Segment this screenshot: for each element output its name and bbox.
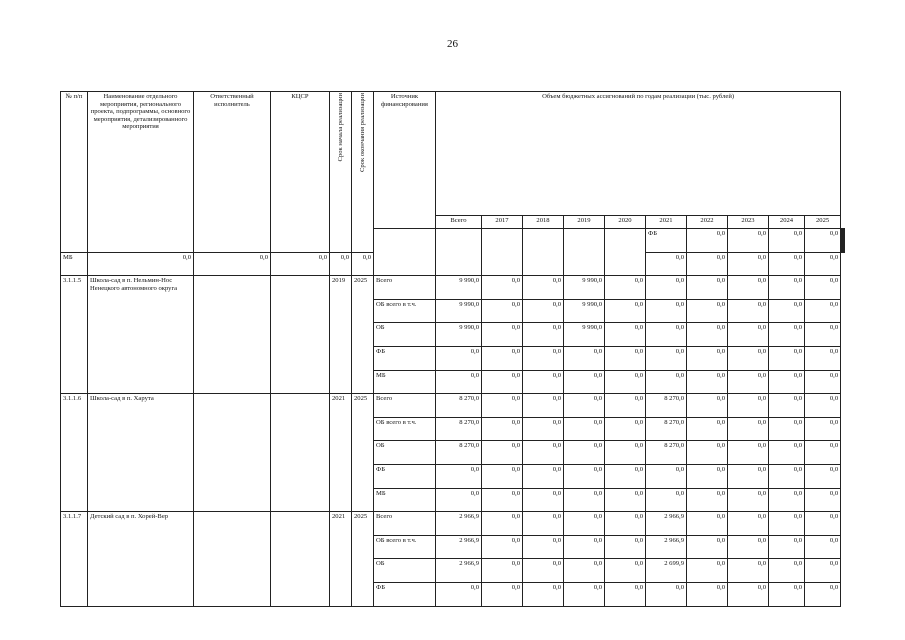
cell-name	[436, 229, 482, 276]
cell-value: 0,0	[769, 346, 805, 370]
cell-value: 0,0	[482, 299, 523, 323]
cell-value: 0,0	[482, 370, 523, 394]
cell-value: 0,0	[687, 488, 728, 512]
cell-value: 0,0	[330, 252, 352, 276]
cell-value: 0,0	[646, 488, 687, 512]
cell-start: 2021	[330, 394, 352, 512]
cell-value: 0,0	[523, 582, 564, 606]
cell-value: 0,0	[769, 299, 805, 323]
cell-value: 0,0	[805, 441, 841, 465]
cell-source: ФБ	[374, 346, 436, 370]
cell-value: 0,0	[436, 346, 482, 370]
cell-value: 0,0	[564, 417, 605, 441]
cell-value: 0,0	[436, 582, 482, 606]
cell-value: 0,0	[728, 252, 769, 276]
cell-end	[605, 229, 646, 276]
header-year: 2021	[646, 216, 687, 229]
cell-value: 9 990,0	[436, 276, 482, 300]
cell-source: Всего	[374, 512, 436, 536]
cell-value: 0,0	[482, 346, 523, 370]
cell-value: 0,0	[805, 582, 841, 606]
cell-value: 0,0	[564, 346, 605, 370]
cell-source: ФБ	[374, 464, 436, 488]
cell-value: 0,0	[805, 512, 841, 536]
budget-table	[60, 91, 845, 607]
cell-value: 0,0	[523, 559, 564, 583]
cell-name: Школа-сад в п. Нельмин-Нос Ненецкого автономного округа	[88, 276, 194, 394]
cell-value: 0,0	[564, 488, 605, 512]
cell-value: 0,0	[728, 299, 769, 323]
cell-value: 0,0	[271, 252, 330, 276]
cell-value: 0,0	[805, 394, 841, 418]
cell-value: 0,0	[769, 229, 805, 253]
cell-value: 0,0	[646, 370, 687, 394]
cell-responsible	[482, 229, 523, 276]
cell-end: 2025	[352, 276, 374, 394]
cell-source: ОБ	[374, 441, 436, 465]
cell-value: 0,0	[605, 299, 646, 323]
cell-source: ОБ всего в т.ч.	[374, 299, 436, 323]
cell-value: 8 270,0	[436, 441, 482, 465]
cell-value: 0,0	[769, 252, 805, 276]
cell-value: 0,0	[728, 394, 769, 418]
cell-source: ОБ	[374, 559, 436, 583]
header-year: 2025	[805, 216, 841, 229]
cell-start: 2019	[330, 276, 352, 394]
cell-value: 0,0	[523, 441, 564, 465]
header-year: Всего	[436, 216, 482, 229]
cell-value: 0,0	[605, 512, 646, 536]
cell-value: 0,0	[523, 535, 564, 559]
cell-value: 0,0	[769, 559, 805, 583]
cell-value: 8 270,0	[646, 441, 687, 465]
header-responsible: Ответственный исполнитель	[194, 92, 271, 253]
cell-value: 0,0	[605, 488, 646, 512]
cell-kcsr	[523, 229, 564, 276]
cell-value: 0,0	[523, 346, 564, 370]
cell-value: 0,0	[728, 535, 769, 559]
cell-value: 0,0	[687, 229, 728, 253]
cell-value: 0,0	[728, 229, 769, 253]
cell-value: 0,0	[605, 582, 646, 606]
header-year: 2018	[523, 216, 564, 229]
cell-source: Всего	[374, 276, 436, 300]
cell-value: 0,0	[728, 441, 769, 465]
cell-value: 0,0	[482, 394, 523, 418]
cell-value: 8 270,0	[646, 417, 687, 441]
cell-value: 0,0	[805, 417, 841, 441]
cell-value: 0,0	[769, 488, 805, 512]
cell-value: 0,0	[605, 370, 646, 394]
header-start	[330, 92, 352, 253]
cell-value: 0,0	[482, 464, 523, 488]
cell-value: 0,0	[523, 464, 564, 488]
cell-num: 3.1.1.6	[61, 394, 88, 512]
cell-value: 0,0	[687, 276, 728, 300]
cell-value: 0,0	[769, 417, 805, 441]
cell-value: 0,0	[646, 252, 687, 276]
cell-value: 0,0	[564, 370, 605, 394]
cell-value: 0,0	[523, 299, 564, 323]
cell-value: 0,0	[482, 582, 523, 606]
cell-value: 8 270,0	[436, 417, 482, 441]
cell-value: 0,0	[523, 323, 564, 347]
cell-value: 2 699,9	[646, 559, 687, 583]
cell-value: 9 990,0	[436, 299, 482, 323]
cell-value: 0,0	[564, 512, 605, 536]
cell-responsible	[194, 394, 271, 512]
cell-num	[374, 229, 436, 276]
cell-value: 9 990,0	[564, 299, 605, 323]
header-name: Наименование отдельного мероприятия, регионального проекта, подпрограммы, основного мероприятия, детализированного мероприятия	[88, 92, 194, 253]
cell-value: 0,0	[605, 346, 646, 370]
cell-value: 0,0	[646, 276, 687, 300]
cell-value: 0,0	[646, 323, 687, 347]
header-end	[352, 92, 374, 253]
cell-value: 0,0	[482, 441, 523, 465]
cell-value: 0,0	[482, 559, 523, 583]
cell-value: 0,0	[687, 394, 728, 418]
cell-value: 0,0	[605, 276, 646, 300]
cell-value: 0,0	[646, 464, 687, 488]
cell-value: 2 966,9	[646, 512, 687, 536]
cell-source: ОБ всего в т.ч.	[374, 417, 436, 441]
cell-num: 3.1.1.5	[61, 276, 88, 394]
cell-value: 0,0	[805, 464, 841, 488]
cell-value: 0,0	[482, 417, 523, 441]
cell-value: 0,0	[482, 512, 523, 536]
cell-value: 0,0	[605, 323, 646, 347]
cell-value: 8 270,0	[646, 394, 687, 418]
cell-source: ФБ	[374, 582, 436, 606]
header-year: 2022	[687, 216, 728, 229]
header-year: 2024	[769, 216, 805, 229]
cell-value: 0,0	[482, 535, 523, 559]
header-start-text: Срок начала реализации	[336, 93, 344, 162]
cell-value: 0,0	[687, 323, 728, 347]
cell-value: 0,0	[646, 346, 687, 370]
cell-source: МБ	[374, 370, 436, 394]
cell-value: 0,0	[687, 252, 728, 276]
cell-value: 9 990,0	[564, 323, 605, 347]
cell-end: 2025	[352, 394, 374, 512]
cell-responsible	[194, 512, 271, 606]
cell-value: 0,0	[687, 299, 728, 323]
cell-value: 0,0	[523, 394, 564, 418]
cell-value: 0,0	[687, 417, 728, 441]
cell-responsible	[194, 276, 271, 394]
cell-value: 0,0	[687, 346, 728, 370]
cell-value: 0,0	[728, 276, 769, 300]
cell-kcsr	[271, 276, 330, 394]
cell-kcsr	[271, 394, 330, 512]
cell-value: 0,0	[769, 535, 805, 559]
cell-value: 8 270,0	[436, 394, 482, 418]
cell-value: 0,0	[605, 464, 646, 488]
cell-value: 0,0	[605, 394, 646, 418]
header-source: Источник финансирования	[374, 92, 436, 229]
cell-value: 0,0	[564, 441, 605, 465]
cell-value: 0,0	[687, 559, 728, 583]
cell-value: 0,0	[436, 464, 482, 488]
cell-name: Школа-сад в п. Харута	[88, 394, 194, 512]
cell-value: 2 966,9	[436, 535, 482, 559]
cell-value: 0,0	[805, 488, 841, 512]
cell-value: 0,0	[436, 488, 482, 512]
cell-value: 0,0	[482, 488, 523, 512]
header-year: 2023	[728, 216, 769, 229]
table-row	[61, 276, 845, 300]
cell-value: 0,0	[352, 252, 374, 276]
cell-value: 0,0	[728, 346, 769, 370]
cell-value: 9 990,0	[436, 323, 482, 347]
cell-value: 0,0	[687, 535, 728, 559]
cell-value: 0,0	[605, 535, 646, 559]
cell-source: ОБ	[374, 323, 436, 347]
header-kcsr: КЦСР	[271, 92, 330, 253]
cell-value: 0,0	[769, 394, 805, 418]
cell-name: Детский сад в п. Хорей-Вер	[88, 512, 194, 606]
cell-value: 0,0	[769, 464, 805, 488]
cell-source: МБ	[61, 252, 88, 276]
table-row	[61, 512, 845, 536]
cell-kcsr	[271, 512, 330, 606]
cell-value: 0,0	[564, 535, 605, 559]
cell-start	[564, 229, 605, 276]
cell-value: 0,0	[687, 370, 728, 394]
cell-value: 0,0	[769, 582, 805, 606]
cell-value: 0,0	[687, 512, 728, 536]
cell-value: 0,0	[523, 488, 564, 512]
header-year: 2017	[482, 216, 523, 229]
cell-value: 9 990,0	[564, 276, 605, 300]
cell-value: 0,0	[564, 559, 605, 583]
cell-value: 0,0	[805, 535, 841, 559]
cell-value: 0,0	[687, 464, 728, 488]
cell-value: 0,0	[564, 464, 605, 488]
header-volume: Объем бюджетных ассигнований по годам реализации (тыс. рублей)	[436, 92, 841, 216]
cell-value: 0,0	[482, 276, 523, 300]
cell-value: 0,0	[523, 512, 564, 536]
cell-value: 0,0	[646, 582, 687, 606]
cell-num: 3.1.1.7	[61, 512, 88, 606]
cell-value: 0,0	[436, 370, 482, 394]
cell-value: 2 966,9	[646, 535, 687, 559]
cell-value: 0,0	[605, 417, 646, 441]
cell-value: 0,0	[194, 252, 271, 276]
cell-value: 0,0	[769, 512, 805, 536]
table-row	[61, 394, 845, 418]
cell-value: 2 966,9	[436, 512, 482, 536]
cell-value: 0,0	[805, 370, 841, 394]
cell-value: 0,0	[88, 252, 194, 276]
cell-value: 0,0	[805, 346, 841, 370]
cell-value: 0,0	[805, 559, 841, 583]
cell-value: 0,0	[728, 559, 769, 583]
cell-value: 0,0	[769, 276, 805, 300]
cell-value: 0,0	[564, 394, 605, 418]
cell-value: 0,0	[769, 441, 805, 465]
cell-value: 0,0	[605, 559, 646, 583]
cell-source: ФБ	[646, 229, 687, 253]
cell-source: ОБ всего в т.ч.	[374, 535, 436, 559]
cell-value: 0,0	[605, 441, 646, 465]
cell-end: 2025	[352, 512, 374, 606]
cell-value: 0,0	[646, 299, 687, 323]
page-number: 26	[447, 38, 458, 50]
cell-start: 2021	[330, 512, 352, 606]
cell-value: 0,0	[728, 323, 769, 347]
header-end-text: Срок окончания реализации	[358, 93, 366, 173]
cell-value: 0,0	[805, 323, 841, 347]
cell-value: 0,0	[728, 488, 769, 512]
cell-value: 0,0	[805, 299, 841, 323]
cell-value: 0,0	[687, 441, 728, 465]
cell-value: 0,0	[728, 512, 769, 536]
cell-value: 0,0	[482, 323, 523, 347]
cell-value: 0,0	[805, 229, 841, 253]
cell-value: 0,0	[523, 417, 564, 441]
cell-value: 0,0	[687, 582, 728, 606]
header-year: 2019	[564, 216, 605, 229]
cell-value: 0,0	[805, 252, 841, 276]
cell-value: 0,0	[728, 370, 769, 394]
header-year: 2020	[605, 216, 646, 229]
cell-value: 0,0	[769, 370, 805, 394]
cell-source: Всего	[374, 394, 436, 418]
cell-value	[844, 229, 845, 253]
cell-value: 0,0	[728, 417, 769, 441]
cell-value: 0,0	[523, 276, 564, 300]
cell-value: 0,0	[805, 276, 841, 300]
cell-value: 0,0	[564, 582, 605, 606]
cell-value: 2 966,9	[436, 559, 482, 583]
cell-source: МБ	[374, 488, 436, 512]
cell-value: 0,0	[769, 323, 805, 347]
cell-value: 0,0	[728, 464, 769, 488]
cell-value: 0,0	[728, 582, 769, 606]
cell-value: 0,0	[523, 370, 564, 394]
header-num: № п/п	[61, 92, 88, 253]
